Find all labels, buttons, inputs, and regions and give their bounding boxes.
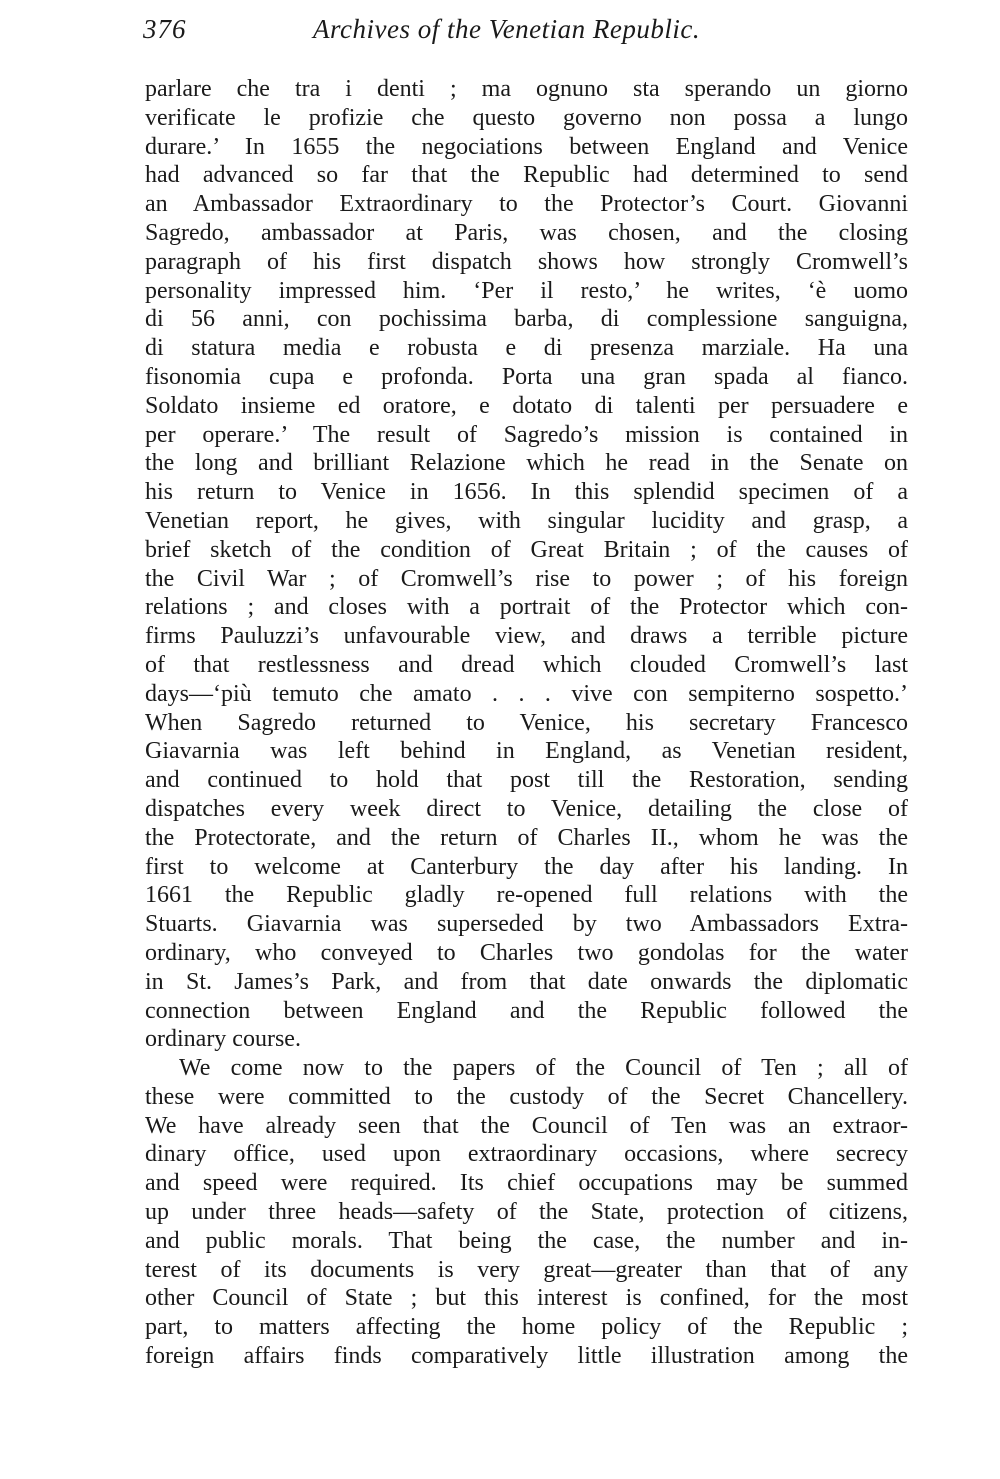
text-line: Sagredo, ambassador at Paris, was chosen, and the closing bbox=[145, 219, 908, 246]
text-line: di 56 anni, con pochissima barba, di complessione sanguigna, bbox=[145, 306, 908, 333]
text-line: the Civil War ; of Cromwell’s rise to power ; of his foreign bbox=[145, 565, 908, 592]
text-line: up under three heads—safety of the State, protection of citizens, bbox=[145, 1199, 908, 1226]
text-line: firms Pauluzzi’s unfavourable view, and draws a terrible picture bbox=[145, 623, 908, 650]
text-line: other Council of State ; but this interest is confined, for the most bbox=[145, 1285, 908, 1312]
text-line: relations ; and closes with a portrait of the Protector which con- bbox=[145, 594, 908, 621]
text-line: first to welcome at Canterbury the day after his landing. In bbox=[145, 853, 908, 880]
paragraph bbox=[145, 75, 908, 1054]
text-line: foreign affairs finds comparatively little illustration among the bbox=[145, 1343, 908, 1370]
text-line: terest of its documents is very great—greater than that of any bbox=[145, 1256, 908, 1283]
text-line: Giavarnia was left behind in England, as Venetian resident, bbox=[145, 738, 908, 765]
text-line: in St. James’s Park, and from that date onwards the diplomatic bbox=[145, 968, 908, 995]
text-line: 1661 the Republic gladly re-opened full relations with the bbox=[145, 882, 908, 909]
body-text bbox=[145, 75, 908, 1371]
text-line: the Protectorate, and the return of Charles II., whom he was the bbox=[145, 824, 908, 851]
text-line: ordinary, who conveyed to Charles two gondolas for the water bbox=[145, 939, 908, 966]
text-line: per operare.’ The result of Sagredo’s mission is contained in bbox=[145, 421, 908, 448]
text-line: and public morals. That being the case, the number and in- bbox=[145, 1227, 908, 1254]
text-line: fisonomia cupa e profonda. Porta una gran spada al fianco. bbox=[145, 363, 908, 390]
text-line: had advanced so far that the Republic had determined to send bbox=[145, 162, 908, 189]
text-line: Soldato insieme ed oratore, e dotato di talenti per persuadere e bbox=[145, 392, 908, 419]
text-line: We have already seen that the Council of Ten was an extraor- bbox=[145, 1112, 908, 1139]
text-line: the long and brilliant Relazione which he read in the Senate on bbox=[145, 450, 908, 477]
text-line: brief sketch of the condition of Great Britain ; of the causes of bbox=[145, 536, 908, 563]
text-line: days—‘più temuto che amato . . . vive con sempiterno sospetto.’ bbox=[145, 680, 908, 707]
text-line: When Sagredo returned to Venice, his secretary Francesco bbox=[145, 709, 908, 736]
text-line: Stuarts. Giavarnia was superseded by two Ambassadors Extra- bbox=[145, 911, 908, 938]
running-title: Archives of the Venetian Republic. bbox=[313, 14, 701, 44]
text-line: ordinary course. bbox=[145, 1026, 301, 1053]
text-line: and speed were required. Its chief occupations may be summed bbox=[145, 1170, 908, 1197]
text-line: dinary office, used upon extraordinary occasions, where secrecy bbox=[145, 1141, 908, 1168]
text-line: an Ambassador Extraordinary to the Protector’s Court. Giovanni bbox=[145, 191, 908, 218]
text-line: these were committed to the custody of the Secret Chancellery. bbox=[145, 1083, 908, 1110]
text-line: paragraph of his first dispatch shows how strongly Cromwell’s bbox=[145, 248, 908, 275]
text-line: Venetian report, he gives, with singular lucidity and grasp, a bbox=[145, 507, 908, 534]
page-number: 376 bbox=[143, 14, 187, 44]
text-line: connection between England and the Republic followed the bbox=[145, 997, 908, 1024]
text-line: and continued to hold that post till the Restoration, sending bbox=[145, 767, 908, 794]
text-line: of that restlessness and dread which clouded Cromwell’s last bbox=[145, 651, 908, 678]
text-line: durare.’ In 1655 the negociations between England and Venice bbox=[145, 133, 908, 160]
text-line: dispatches every week direct to Venice, detailing the close of bbox=[145, 795, 908, 822]
text-line: parlare che tra i denti ; ma ognuno sta sperando un giorno bbox=[145, 76, 908, 102]
text-line: verificate le profizie che questo governo non possa a lungo bbox=[145, 104, 908, 131]
text-line: We come now to the papers of the Council of Ten ; all of bbox=[179, 1055, 908, 1082]
paragraph bbox=[145, 1054, 908, 1371]
text-line: di statura media e robusta e di presenza marziale. Ha una bbox=[145, 335, 908, 362]
text-line: personality impressed him. ‘Per il resto,’ he writes, ‘è uomo bbox=[145, 277, 908, 304]
text-line: part, to matters affecting the home policy of the Republic ; bbox=[145, 1314, 908, 1341]
text-line: his return to Venice in 1656. In this splendid specimen of a bbox=[145, 479, 908, 506]
running-head bbox=[143, 14, 908, 54]
